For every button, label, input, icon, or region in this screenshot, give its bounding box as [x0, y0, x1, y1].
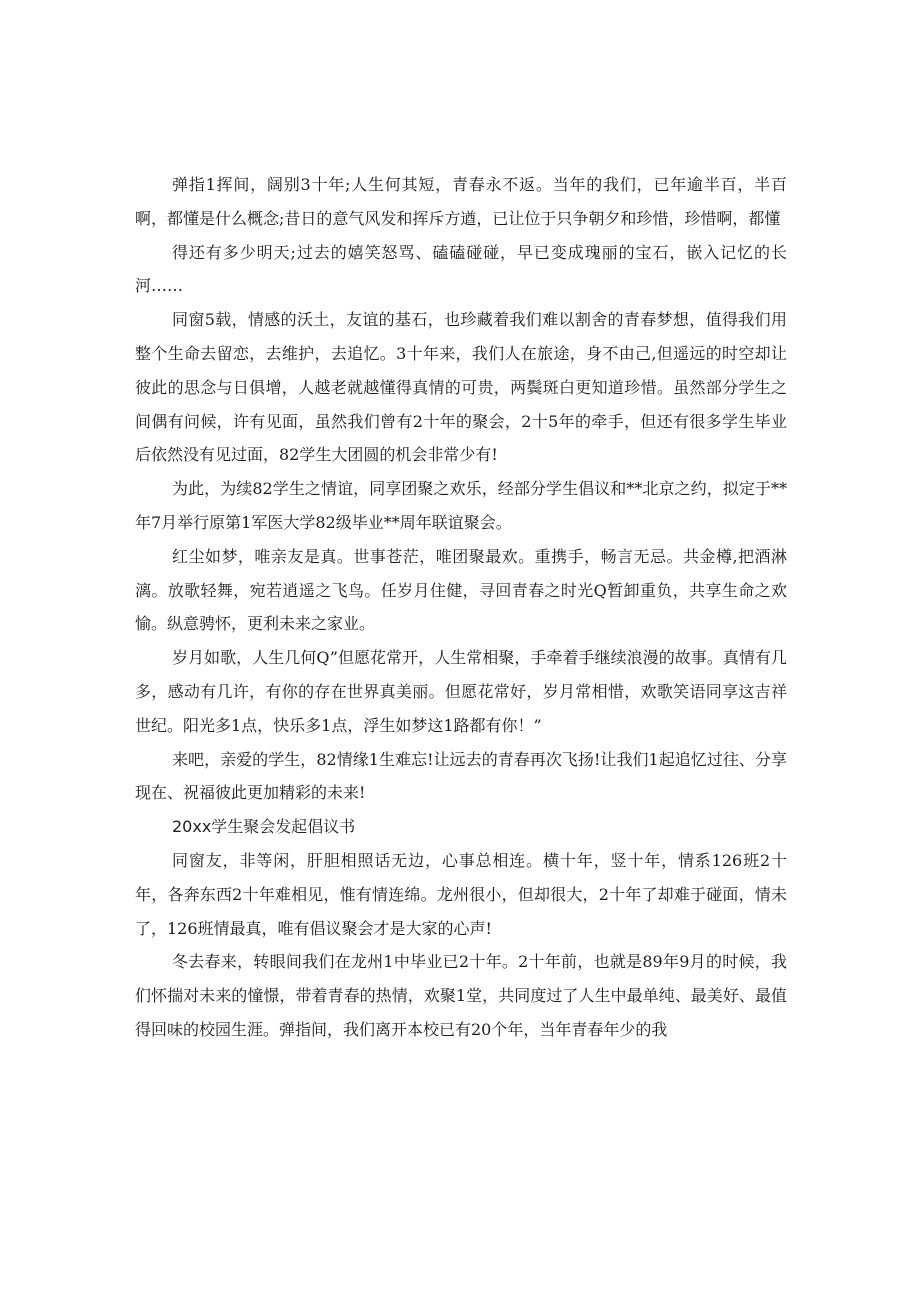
paragraph-classmates: 同窗5载，情感的沃土，友谊的基石，也珍藏着我们难以割舍的青春梦想，值得我们用整个生命去留恋，去维护，去追忆。3十年来，我们人在旅途，身不由己,但遥远的时空却让彼此的思念与日俱增，人越老就越懂得真情的可贵，两鬓斑白更知道珍惜。虽然部分学生之间偶有问候，许有见面，虽然我们曾有2十年的聚会，2十5年的牵手，但还有很多学生毕业后依然没有见过面，82学生大团圆的机会非常少有!: [135, 310, 787, 465]
paragraph-graduation: 冬去春来，转眼间我们在龙州1中毕业已2十年。2十年前，也就是89年9月的时候，我们怀揣对未来的憧憬，带着青春的热情，欢聚1堂，共同度过了人生中最单纯、最美好、最值得回味的校园生涯。弹指间，我们离开本校已有20个年，当年青春年少的我: [135, 952, 787, 1039]
section-heading: 20xx学生聚会发起倡议书: [172, 817, 356, 837]
paragraph-class-126: 同窗友，非等闲，肝胆相照话无边，心事总相连。横十年，竖十年，情系126班2十年，各奔东西2十年难相见，惟有情连绵。龙州很小，但却很大，2十年了却难于碰面，情未了，126班情最真，唯有倡议聚会才是大家的心声!: [135, 850, 787, 938]
paragraph-proposal: 为此，为续82学生之情谊，同享团聚之欢乐，经部分学生倡议和**北京之约，拟定于**年7月举行原第1军医大学82级毕业**周年联谊聚会。: [135, 479, 787, 532]
paragraph-invitation: 来吧，亲爱的学生，82情缘1生难忘!让远去的青春再次飞扬!让我们1起追忆过往、分享现在、祝福彼此更加精彩的未来!: [135, 749, 787, 803]
paragraph-reunion-intro: 弹指1挥间，阔别3十年;人生何其短，青春永不返。当年的我们，已年逾半百，半百啊，都懂是什么概念;昔日的意气风发和挥斥方遒，已让位于只争朝夕和珍惜，珍惜啊，都懂: [135, 175, 787, 228]
paragraph-red-dust: 红尘如梦，唯亲友是真。世事苍茫，唯团聚最欢。重携手，畅言无忌。共金樽,把酒淋漓。放歌轻舞，宛若逍遥之飞鸟。任岁月住健，寻回青春之时光Q暂卸重负，共享生命之欢愉。纵意骋怀，更利未来之家业。: [135, 546, 787, 634]
paragraph-years-song: 岁月如歌，人生几何Q”但愿花常开，人生常相聚，手牵着手继续浪漫的故事。真情有几多，感动有几许，有你的存在世界真美丽。但愿花常好，岁月常相惜，欢歌笑语同享这吉祥世纪。阳光多1点，快乐多1点，浮生如梦这1路都有你！”: [135, 648, 787, 735]
paragraph-memories: 得还有多少明天;过去的嬉笑怒骂、磕磕碰碰，早已变成瑰丽的宝石，嵌入记忆的长河……: [135, 242, 787, 296]
document-page: [135, 168, 787, 1047]
